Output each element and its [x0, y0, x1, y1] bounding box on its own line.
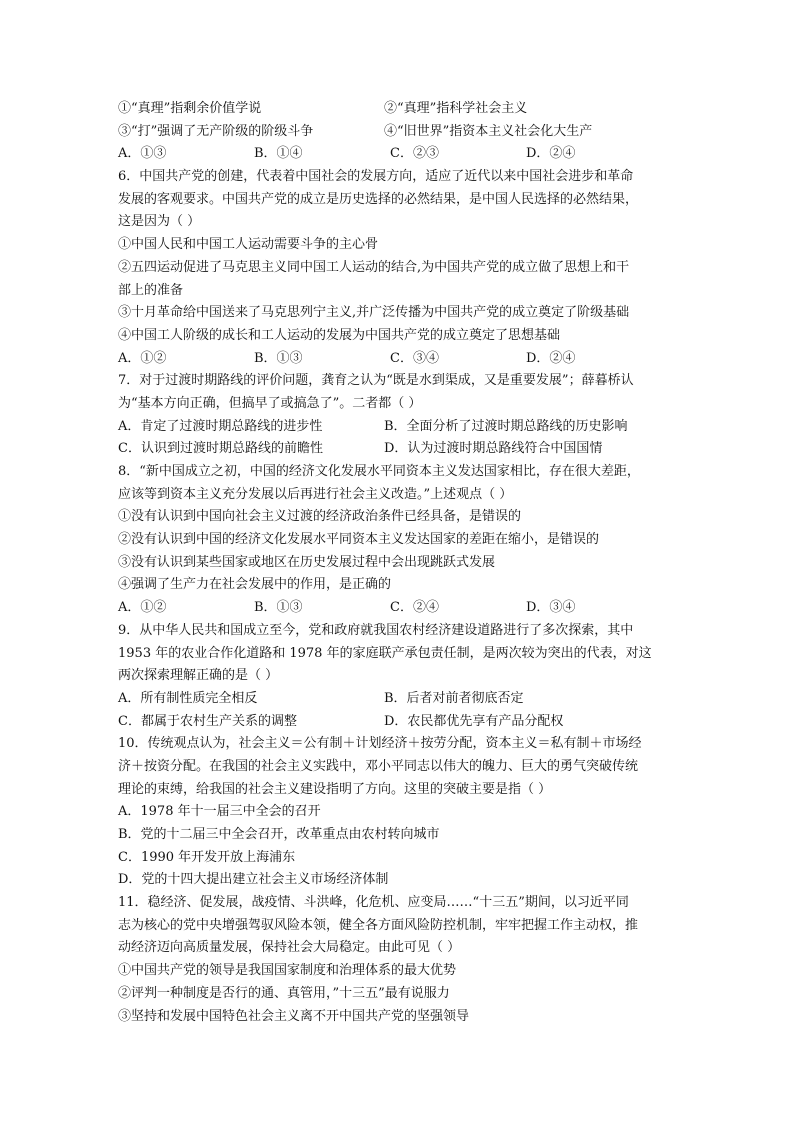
- q7-options-row-1: [118, 416, 680, 439]
- q6-stem-line-1: 6．中国共产党的创建，代表着中国社会的发展方向，适应了近代以来中国社会进步和革命: [118, 169, 634, 185]
- q6-option-b: B．①③: [254, 350, 303, 366]
- q8-statement-1: ①没有认识到中国向社会主义过渡的经济政治条件已经具备，是错误的: [118, 509, 522, 525]
- q10-option-d: D．党的十四大提出建立社会主义市场经济体制: [118, 872, 389, 888]
- q5-option-c: C．②③: [390, 146, 439, 162]
- q8-options: [118, 597, 680, 620]
- q10-stem-line-2: 济＋按资分配。在我国的社会主义实践中，邓小平同志以伟大的魄力、巨大的勇气突破传统: [118, 758, 639, 774]
- q11-statement-2: ②评判一种制度是否行的通、真管用，”十三五”最有说服力: [118, 985, 450, 1001]
- exam-page: [118, 98, 680, 1028]
- q9-option-c: C．都属于农村生产关系的调整: [118, 713, 297, 729]
- q11-statement-3: ③坚持和发展中国特色社会主义离不开中国共产党的坚强领导: [118, 1008, 470, 1024]
- q5-statement-3: ③“打”强调了无产阶级的阶级斗争: [118, 123, 314, 139]
- q8-statement-2: ②没有认识到中国的经济文化发展水平同资本主义发达国家的差距在缩小，是错误的: [118, 532, 600, 548]
- q9-option-d: D．农民都优先享有产品分配权: [384, 713, 564, 729]
- q8-statement-3: ③没有认识到某些国家或地区在历史发展过程中会出现跳跃式发展: [118, 554, 496, 570]
- q7-option-b: B．全面分析了过渡时期总路线的历史影响: [384, 418, 628, 434]
- q5-option-b: B．①④: [254, 146, 303, 162]
- q7-stem-line-2: 为“基本方向正确，但搞早了或搞急了”。二者都（ ）: [118, 395, 422, 411]
- q6-statement-3: ③十月革命给中国送来了马克思列宁主义,并广泛传播为中国共产党的成立奠定了阶级基础: [118, 305, 630, 321]
- q7-option-a: A．肯定了过渡时期总路线的进步性: [118, 418, 323, 434]
- q7-option-c: C．认识到过渡时期总路线的前瞻性: [118, 441, 323, 457]
- q9-stem-line-3: 两次探索理解正确的是（ ）: [118, 668, 279, 684]
- q8-statement-4: ④强调了生产力在社会发展中的作用，是正确的: [118, 577, 392, 593]
- q11-statement-1: ①中国共产党的领导是我国国家制度和治理体系的最大优势: [118, 963, 457, 979]
- q6-statement-1: ①中国人民和中国工人运动需要斗争的主心骨: [118, 237, 379, 253]
- q9-stem-line-2: 1953 年的农业合作化道路和 1978 年的家庭联产承包责任制，是两次较为突出的代表，对这: [118, 645, 652, 661]
- q8-stem-line-1: 8．“新中国成立之初，中国的经济文化发展水平同资本主义发达国家相比，存在很大差距，: [118, 464, 640, 479]
- q9-options-row-2: [118, 711, 680, 734]
- q6-option-d: D．②④: [526, 350, 576, 366]
- q5-statement-2: ②“真理”指科学社会主义: [384, 101, 528, 116]
- q5-statements-row-2: [118, 121, 680, 144]
- q6-option-c: C．③④: [390, 350, 439, 366]
- q8-stem-line-2: 应该等到资本主义充分发展以后再进行社会主义改造。”上述观点（ ）: [118, 486, 513, 502]
- q5-option-a: A．①③: [118, 146, 167, 162]
- q5-option-d: D．②④: [526, 146, 576, 162]
- q9-option-b: B．后者对前者彻底否定: [384, 690, 524, 706]
- q5-statements-row-1: [118, 98, 680, 121]
- q5-statement-1: ①“真理”指剩余价值学说: [118, 101, 262, 116]
- q11-stem-line-1: 11．稳经济、促发展，战疫情、斗洪峰，化危机、应变局……“十三五”期间，以习近平同: [118, 895, 629, 911]
- q9-option-a: A．所有制性质完全相反: [118, 690, 258, 706]
- q7-stem-line-1: 7．对于过渡时期路线的评价问题，龚育之认为“既是水到渠成，又是重要发展”；薛暮桥认: [118, 373, 634, 389]
- q7-option-d: D．认为过渡时期总路线符合中国国情: [384, 441, 603, 457]
- q10-stem-line-3: 理论的束缚，给我国的社会主义建设指明了方向。这里的突破主要是指（ ）: [118, 781, 552, 797]
- q8-option-c: C．②④: [390, 600, 439, 616]
- q11-stem-line-2: 志为核心的党中央增强驾驭风险本领，健全各方面风险防控机制，牢牢把握工作主动权，推: [118, 917, 639, 933]
- q5-statement-4: ④“旧世界”指资本主义社会化大生产: [384, 123, 593, 139]
- q10-stem-line-1: 10．传统观点认为，社会主义＝公有制＋计划经济＋按劳分配，资本主义＝私有制＋市场经: [118, 736, 642, 752]
- q6-options: [118, 348, 680, 371]
- q6-statement-4: ④中国工人阶级的成长和工人运动的发展为中国共产党的成立奠定了思想基础: [118, 327, 561, 343]
- q8-option-b: B．①③: [254, 600, 303, 616]
- q7-options-row-2: [118, 438, 680, 461]
- q8-option-d: D．③④: [526, 600, 576, 616]
- q11-stem-line-3: 动经济迈向高质量发展，保持社会大局稳定。由此可见（ ）: [118, 940, 461, 956]
- q6-statement-2-cont: 部上的准备: [118, 282, 184, 298]
- q10-option-b: B．党的十二届三中全会召开，改革重点由农村转向城市: [118, 827, 440, 842]
- q10-option-a: A．1978 年十一届三中全会的召开: [118, 804, 321, 820]
- q9-stem-line-1: 9．从中华人民共和国成立至今，党和政府就我国农村经济建设道路进行了多次探索，其中: [118, 622, 634, 638]
- q9-options-row-1: [118, 688, 680, 711]
- q5-options: [118, 143, 680, 166]
- q10-option-c: C．1990 年开发开放上海浦东: [118, 849, 296, 865]
- q6-statement-2: ②五四运动促进了马克思主义同中国工人运动的结合,为中国共产党的成立做了思想上和干: [118, 259, 630, 275]
- q6-stem-line-2: 发展的客观要求。中国共产党的成立是历史选择的必然结果，是中国人民选择的必然结果，: [118, 191, 639, 207]
- q8-option-a: A．①②: [118, 600, 167, 616]
- q6-stem-line-3: 这是因为（ ）: [118, 214, 201, 230]
- q6-option-a: A．①②: [118, 350, 167, 366]
